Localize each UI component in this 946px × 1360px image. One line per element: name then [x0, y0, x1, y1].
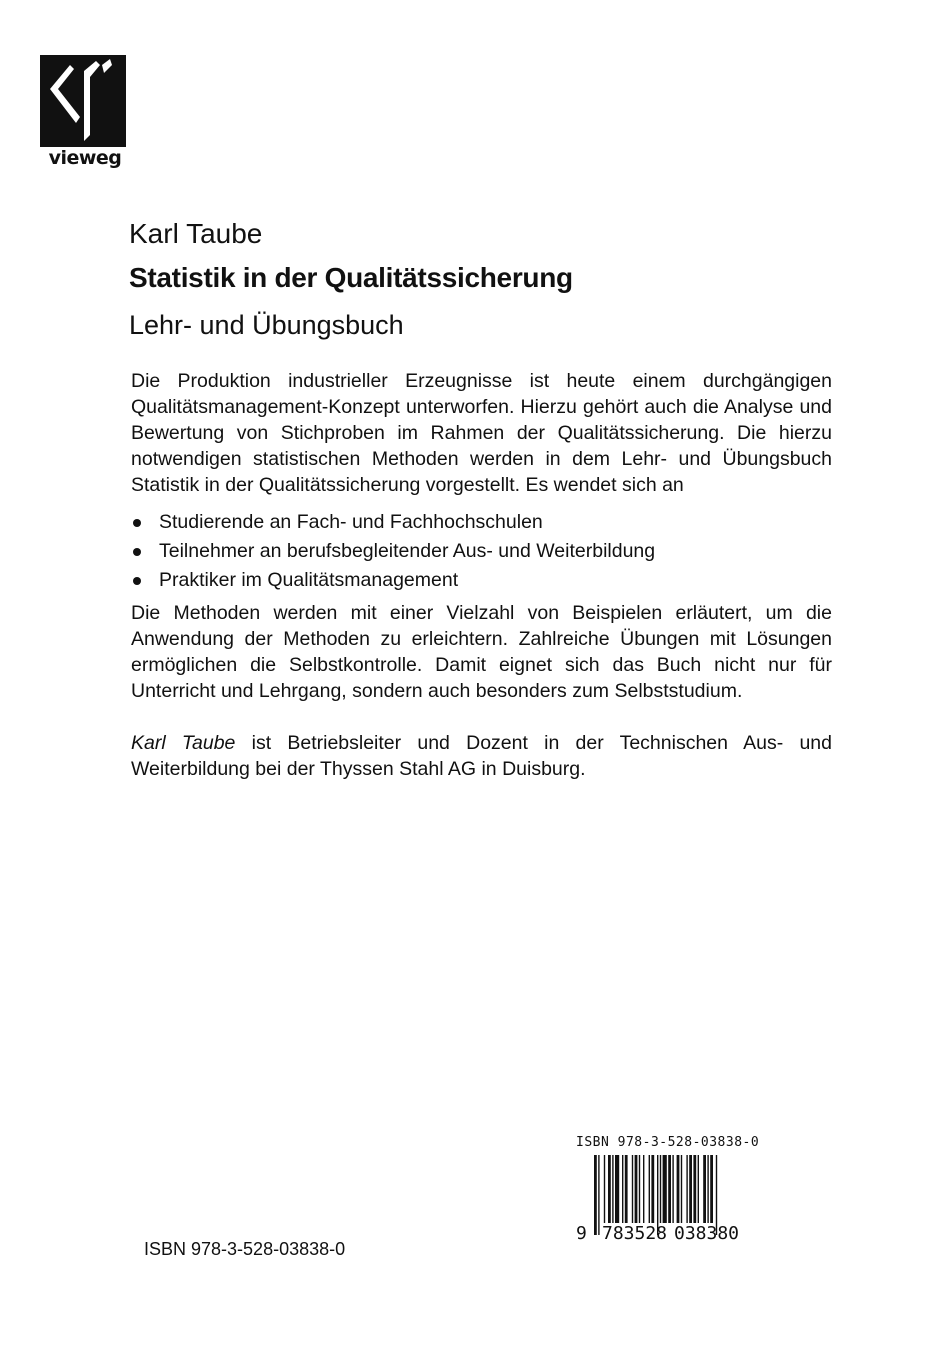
barcode-isbn: ISBN 978-3-528-03838-0 — [576, 1135, 760, 1150]
barcode-bar — [698, 1155, 699, 1223]
barcode-bar — [660, 1155, 661, 1223]
book-title: Statistik in der Qualitätssicherung — [129, 262, 573, 293]
list-item: Studierende an Fach- und Fachhochschulen — [131, 508, 655, 537]
intro-paragraph: Die Produktion industrieller Erzeugnisse ist heute einem durchgängigen Qualitätsmanagement-Konzept unterworfen. Hierzu gehört auch die Analyse und Bewertung von Stichproben im Rahmen der Qualitätssicherung. Die hierzu notwendigen statistischen Methoden werden in dem Lehr- und Übungsbuch Statistik in der Qualitätssicherung vorgestellt. Es wendet sich an — [131, 370, 832, 496]
isbn-label: ISBN 978-3-528-03838-0 — [144, 1239, 346, 1259]
bio-text: ist Betriebsleiter und Dozent in der Technischen Aus- und Weiterbildung bei der Thyssen Stahl AG in Duisburg. — [131, 732, 832, 780]
bio-author-name: Karl Taube — [131, 732, 236, 754]
publisher-logo — [40, 55, 130, 173]
barcode-bar — [681, 1155, 682, 1223]
barcode-bar — [635, 1155, 638, 1223]
barcode-bar — [612, 1155, 613, 1223]
barcode-bar — [672, 1155, 673, 1223]
ean-first-digit: 9 — [576, 1223, 587, 1244]
bullet-icon — [133, 577, 141, 585]
ean-left-group: 783528 — [602, 1223, 668, 1244]
publisher-name: vieweg — [48, 147, 122, 169]
book-subtitle: Lehr- und Übungsbuch — [129, 310, 404, 340]
audience-list — [131, 508, 655, 595]
barcode — [570, 1135, 790, 1265]
barcode-bar — [710, 1155, 713, 1223]
barcode-bar — [608, 1155, 611, 1223]
barcode-bar — [625, 1155, 628, 1223]
barcode-bar — [649, 1155, 650, 1223]
barcode-bar — [689, 1155, 692, 1223]
barcode-bar — [632, 1155, 633, 1223]
barcode-bar — [622, 1155, 623, 1223]
barcode-bar — [686, 1155, 687, 1223]
barcode-bar — [677, 1155, 680, 1223]
barcode-bar — [643, 1155, 644, 1223]
barcode-bar — [663, 1155, 667, 1223]
barcode-bar — [651, 1155, 654, 1223]
list-item: Teilnehmer an berufsbegleitender Aus- und Weiterbildung — [131, 537, 655, 566]
barcode-bar — [604, 1155, 605, 1223]
barcode-bars — [570, 1155, 770, 1235]
barcode-bar — [594, 1155, 597, 1235]
barcode-bar — [598, 1155, 599, 1235]
barcode-bar — [639, 1155, 640, 1223]
author-bio — [131, 730, 832, 782]
methods-paragraph: Die Methoden werden mit einer Vielzahl von Beispielen erläutert, um die Anwendung der Methoden zu erleichtern. Zahlreiche Übungen mit Lösungen ermöglichen die Selbstkontrolle. Damit eignet sich das Buch nicht nur für Unterricht und Lehrgang, sondern auch besonders zum Selbststudium. — [131, 602, 832, 702]
barcode-bar — [707, 1155, 708, 1223]
list-item: Praktiker im Qualitätsmanagement — [131, 566, 655, 595]
barcode-bar — [693, 1155, 696, 1223]
vieweg-logo-mark — [40, 55, 126, 147]
bullet-icon — [133, 519, 141, 527]
bullet-icon — [133, 548, 141, 556]
barcode-bar — [703, 1155, 706, 1223]
barcode-bar — [615, 1155, 619, 1223]
book-author: Karl Taube — [129, 218, 263, 249]
barcode-bar — [668, 1155, 671, 1223]
ean-right-group: 038380 — [674, 1223, 740, 1244]
